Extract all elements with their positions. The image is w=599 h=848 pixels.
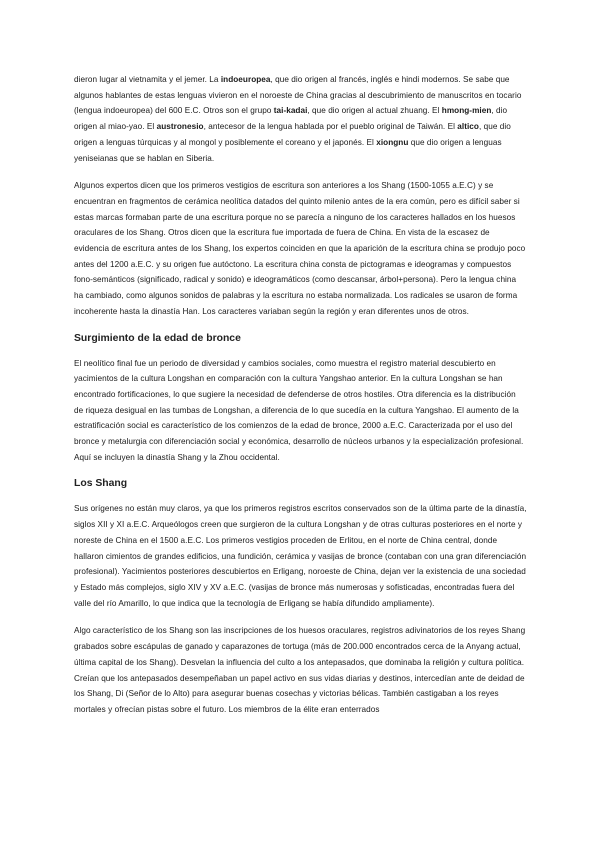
- paragraph-bronze-age: El neolítico final fue un periodo de diversidad y cambios sociales, como muestra el registro material descubierto en yacimientos de la cultura Longshan en comparación con la cultura Yangshao anterior. En la cultura Longshan se han encontrado fortificaciones, lo que sugiere la necesidad de defenderse de otros hostiles. Otra diferencia es la distribución de riqueza desigual en las tumbas de Longshan, a diferencia de lo que sucedía en la cultura Yangshao. El aumento de la estratificación social es característico de los comienzos de la edad de bronce, 2000 a.E.C. Caracterizada por el uso del bronce y metalurgia con diferenciación social y económica, desarrollo de núcleos urbanos y la especialización profesional. Aquí se incluyen la dinastía Shang y la Zhou occidental.: [74, 358, 524, 462]
- section-heading-shang: Los Shang: [74, 478, 128, 490]
- paragraph-oracle-bones: Algo característico de los Shang son las inscripciones de los huesos oraculares, registros adivinatorios de los reyes Shang grabados sobre escápulas de ganado y caparazones de tortuga (más de 200.000 encontrados cerca de la Anyang actual, última capital de los Shang). Desvelan la influencia del culto a los antepasados, que dominaba la religión y cultura política. Creían que los antepasados desempeñaban un papel activo en sus vidas diarias y destinos, intercedían ante de deidad de los Shang, Di (Señor de lo Alto) para asegurar buenas cosechas y victorias bélicas. También castigaban a los reyes mortales y ofrecían pistas sobre el futuro. Los miembros de la élite eran enterrados: [74, 626, 526, 714]
- paragraph-writing-origins: Algunos expertos dicen que los primeros vestigios de escritura son anteriores a los Shang (1500-1055 a.E.C) y se encuentran en fragmentos de cerámica neolítica datados del quinto milenio antes de la era común, pero es difícil saber si estas marcas formaban parte de una escritura porque no se parecía a ninguno de los caracteres hallados en los huesos oraculares de los Shang. Otros dicen que la escritura fue importada de fuera de China. En vista de la escasez de evidencia de escritura antes de los Shang, los expertos coinciden en que la aparición de la escritura china se produjo poco antes del 1200 a.E.C. y su origen fue autóctono. La escritura china consta de pictogramas e ideogramas y compuestos fono-semánticos (significado, radical y sonido) e ideogramáticos (como descansar, árbol+persona). Pero la lengua china ha cambiado, como algunos sonidos de palabras y la escritura no estaba normalizada. Los radicales se usaron de forma incoherente hasta la dinastía Han. Los caracteres variaban según la región y eran diferentes unos de otros.: [74, 181, 526, 316]
- paragraph-shang-origins: Sus orígenes no están muy claros, ya que los primeros registros escritos conservados son de la última parte de la dinastía, siglos XII y XI a.E.C. Arqueólogos creen que surgieron de la cultura Longshan y de otras culturas posteriores en el norte y noreste de China en el 1500 a.E.C. Los primeros vestigios proceden de Erlitou, en el norte de China central, donde hallaron cimientos de grandes edificios, una fundición, cerámica y vasijas de bronce (contaban con una gran diferenciación profesional). Yacimientos posteriores descubiertos en Erligang, noroeste de China, dejan ver la existencia de una sociedad y Estado más complejos, siglo XIV y XV a.E.C. (vasijas de bronce más numerosas y sofisticadas, encontradas fuera del valle del río Amarillo, lo que indica que la tecnología de Erligang se había difundido ampliamente).: [74, 504, 527, 608]
- section-heading-bronze-age: Surgimiento de la edad de bronce: [74, 332, 241, 344]
- paragraph-language-families: dieron lugar al vietnamita y el jemer. La indoeuropea, que dio origen al francés, inglés e hindi modernos. Se sabe que algunos hablantes de estas lenguas vivieron en el noroeste de China gracias al descubrimiento de manuscritos en tocario (lengua indoeuropea) del 600 E.C. Otros son el grupo tai-kadai, que dio origen al actual zhuang. El hmong-mien, dio origen al miao-yao. El austronesio, antecesor de la lengua hablada por el pueblo original de Taiwán. El altico, que dio origen a lenguas túrquicas y al mongol y posiblemente el coreano y el japonés. El xiongnu que dio origen a lenguas yeniseianas que se hablan en Siberia.: [74, 75, 522, 163]
